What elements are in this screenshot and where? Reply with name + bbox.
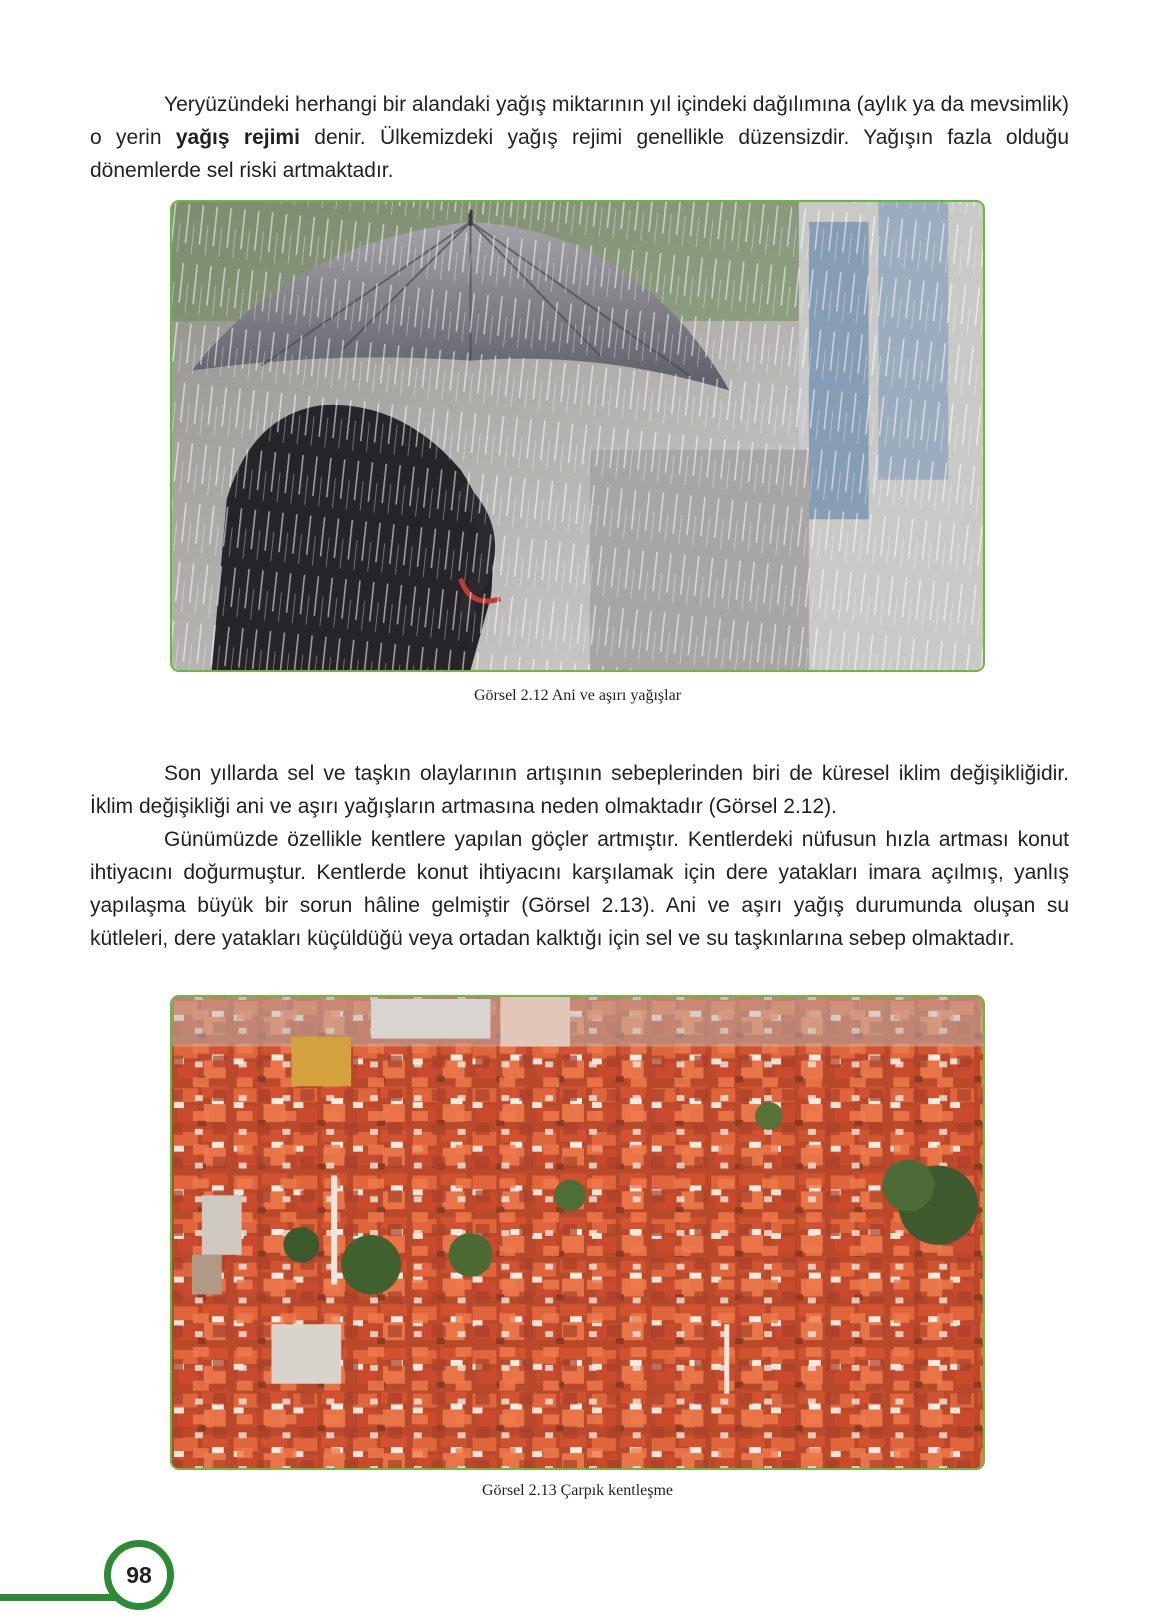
- rain-umbrella-illustration: [172, 202, 983, 670]
- p1-text-start: Yeryüzündeki herhangi bir alandaki yağış miktarının yıl içindeki dağılımına (aylık ya da mevsimlik) o yerin: [90, 93, 1069, 149]
- page-number-badge: [104, 1540, 174, 1610]
- term-yagis-rejimi: yağış rejimi: [175, 126, 300, 149]
- paragraph-climate-change: [90, 757, 1069, 823]
- page-number: 98: [126, 1561, 152, 1588]
- photo-rain-umbrella: [170, 200, 985, 672]
- figure-caption-2-12: Görsel 2.12 Ani ve aşırı yağışlar: [473, 687, 682, 704]
- paragraph-precipitation-regime: [90, 88, 1069, 187]
- photo-unplanned-urbanization: [170, 995, 985, 1470]
- figure-caption-2-13: Görsel 2.13 Çarpık kentleşme: [481, 1482, 674, 1499]
- p2-text: Son yıllarda sel ve taşkın olaylarının artışının sebeplerinden biri de küresel iklim değişikliğidir. İklim değişikliği ani ve aşırı yağışların artmasına neden olmaktadır (Görsel 2.12).: [90, 762, 1069, 818]
- p1-text-end: denir. Ülkemizdeki yağış rejimi genellikle düzensizdir. Yağışın fazla olduğu dönemlerde sel riski artmaktadır.: [90, 126, 1069, 182]
- paragraph-urbanization: [90, 823, 1069, 955]
- p3-text: Günümüzde özellikle kentlere yapılan göçler artmıştır. Kentlerdeki nüfusun hızla artması konut ihtiyacını doğurmuştur. Kentlerde konut ihtiyacını karşılamak için dere yatakları imara açılmış, yanlış yapılaşma büyük bir sorun hâline gelmiştir (Görsel 2.13). Ani ve aşırı yağış durumunda oluşan su kütleleri, dere yatakları küçüldüğü veya ortadan kalktığı için sel ve su taşkınlarına sebep olmaktadır.: [90, 828, 1069, 950]
- city-rooftops-illustration: [172, 997, 983, 1468]
